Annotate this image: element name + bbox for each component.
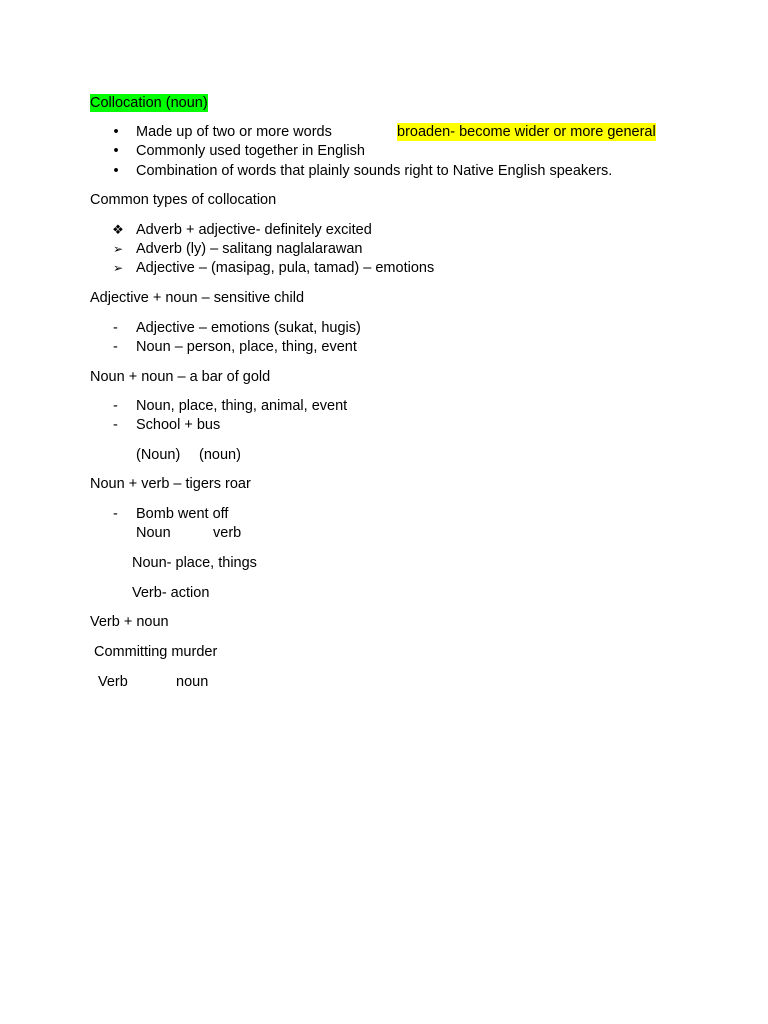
noun-verb-heading: Noun + verb – tigers roar (90, 476, 251, 492)
bullet-item: Made up of two or more words (136, 124, 332, 140)
dash-marker: - (113, 398, 118, 414)
noun-noun-heading: Noun + noun – a bar of gold (90, 369, 271, 385)
dash-marker: - (113, 506, 118, 522)
bullet-dot-icon: • (113, 143, 119, 159)
noun-verb-label: Noun (136, 525, 171, 541)
type-item: Adjective – (masipag, pula, tamad) – emotions (136, 260, 435, 276)
adj-noun-item: Adjective – emotions (sukat, hugis) (136, 320, 361, 336)
arrow-bullet-icon: ➢ (112, 261, 124, 275)
dash-marker: - (113, 417, 118, 433)
noun-verb-item: Bomb went off (136, 506, 229, 522)
verb-noun-label: noun (176, 674, 209, 690)
noun-noun-item: School + bus (136, 417, 221, 433)
dash-marker: - (113, 320, 118, 336)
adj-noun-item: Noun – person, place, thing, event (136, 339, 357, 355)
verb-noun-example: Committing murder (94, 644, 218, 660)
title: Collocation (noun) (90, 95, 208, 111)
verb-noun-heading: Verb + noun (90, 614, 169, 630)
noun-noun-label: (Noun) (136, 447, 181, 463)
noun-noun-item: Noun, place, thing, animal, event (136, 398, 348, 414)
type-item: Adverb (ly) – salitang naglalarawan (136, 241, 363, 257)
noun-verb-label: verb (213, 525, 242, 541)
diamond-bullet-icon: ❖ (112, 222, 124, 237)
verb-definition: Verb- action (132, 585, 210, 601)
bullet-item: Combination of words that plainly sounds right to Native English speakers. (136, 163, 613, 179)
bullet-dot-icon: • (113, 124, 119, 140)
adj-noun-heading: Adjective + noun – sensitive child (90, 290, 305, 306)
bullet-item: Commonly used together in English (136, 143, 365, 159)
types-heading: Common types of collocation (90, 192, 277, 208)
bullet-dot-icon: • (113, 163, 119, 179)
noun-definition: Noun- place, things (132, 555, 257, 571)
arrow-bullet-icon: ➢ (112, 242, 124, 256)
noun-noun-label: (noun) (199, 447, 241, 463)
note-highlight: broaden- become wider or more general (397, 124, 656, 140)
type-item: Adverb + adjective- definitely excited (136, 222, 372, 238)
dash-marker: - (113, 339, 118, 355)
verb-noun-label: Verb (98, 674, 128, 690)
